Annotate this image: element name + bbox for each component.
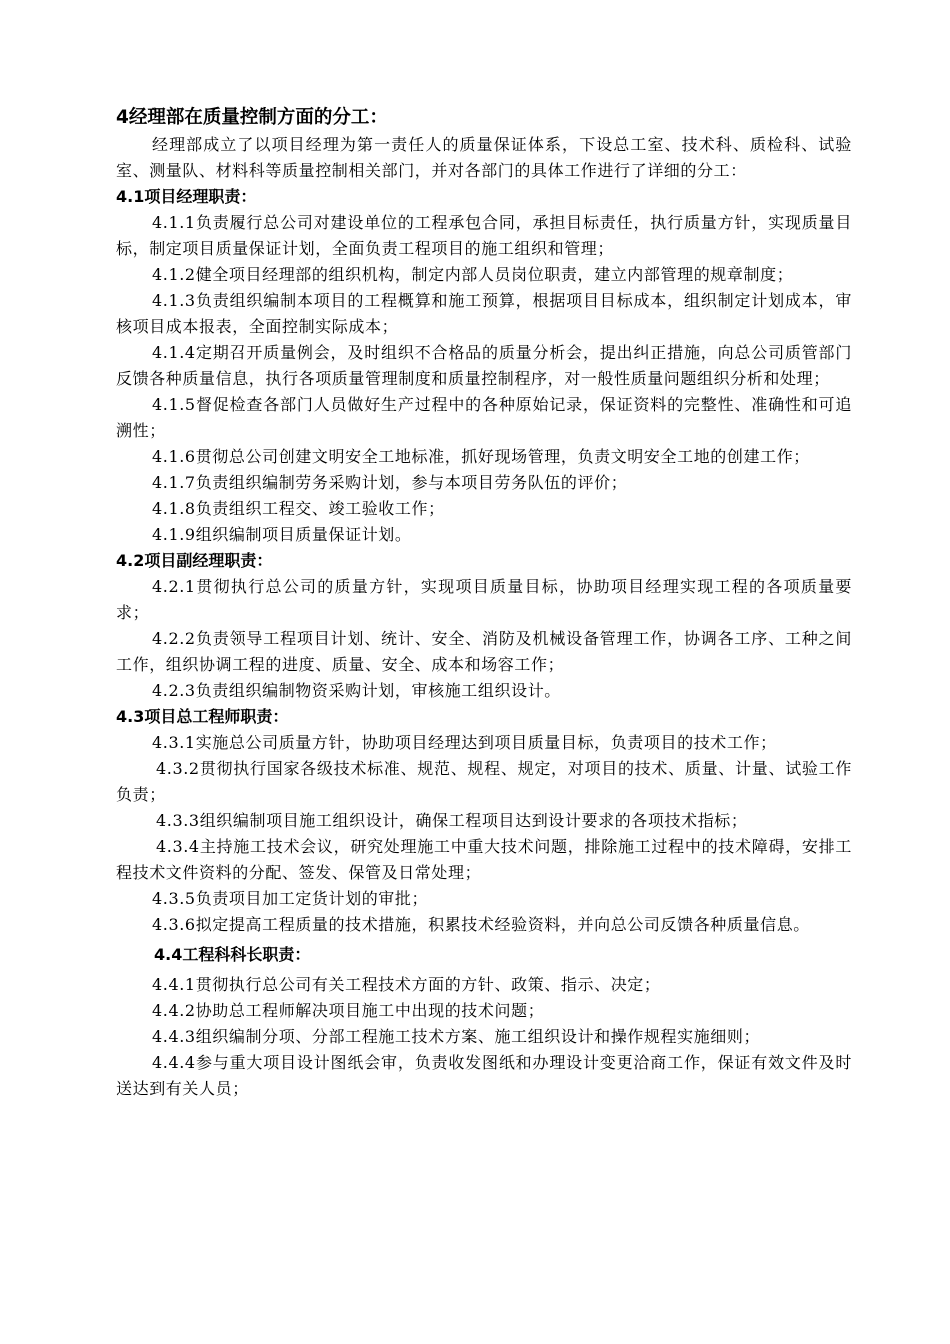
list-item: 4.3.5负责项目加工定货计划的审批； [152, 889, 429, 908]
list-item: 4.1.7负责组织编制劳务采购计划，参与本项目劳务队伍的评价； [152, 473, 628, 492]
list-item: 4.2.1贯彻执行总公司的质量方针，实现项目质量目标，协助项目经理实现工程的各项质量要求； [116, 577, 852, 622]
list-item: 4.1.1负责履行总公司对建设单位的工程承包合同，承担目标责任，执行质量方针，实现质量目标，制定项目质量保证计划，全面负责工程项目的施工组织和管理； [116, 213, 852, 258]
section-heading-4-1: 4.1项目经理职责： [116, 187, 257, 206]
list-item: 4.1.4定期召开质量例会，及时组织不合格品的质量分析会，提出纠正措施，向总公司质管部门反馈各种质量信息，执行各项质量管理制度和质量控制程序，对一般性质量问题组织分析和处理； [116, 343, 852, 388]
list-item: 4.1.8负责组织工程交、竣工验收工作； [152, 499, 445, 518]
list-item: 4.3.6拟定提高工程质量的技术措施，积累技术经验资料，并向总公司反馈各种质量信息。 [152, 915, 810, 934]
intro-paragraph: 经理部成立了以项目经理为第一责任人的质量保证体系，下设总工室、技术科、质检科、试验室、测量队、材料科等质量控制相关部门，并对各部门的具体工作进行了详细的分工： [116, 135, 852, 180]
list-item: 4.2.2负责领导工程项目计划、统计、安全、消防及机械设备管理工作，协调各工序、工种之间工作，组织协调工程的进度、质量、安全、成本和场容工作； [116, 629, 852, 674]
list-item: 4.1.3负责组织编制本项目的工程概算和施工预算，根据项目目标成本，组织制定计划成本，审核项目成本报表，全面控制实际成本； [116, 291, 852, 336]
list-item: 4.2.3负责组织编制物资采购计划，审核施工组织设计。 [152, 681, 561, 700]
list-item: 4.1.9组织编制项目质量保证计划。 [152, 525, 412, 544]
section-heading-4-3: 4.3项目总工程师职责： [116, 707, 289, 726]
list-item: 4.1.6贯彻总公司创建文明安全工地标准，抓好现场管理，负责文明安全工地的创建工作； [152, 447, 810, 466]
list-item: 4.1.2健全项目经理部的组织机构，制定内部人员岗位职责，建立内部管理的规章制度； [152, 265, 794, 284]
list-item: 4.3.1实施总公司质量方针，协助项目经理达到项目质量目标，负责项目的技术工作； [152, 733, 777, 752]
section-heading-4-2: 4.2项目副经理职责： [116, 551, 273, 570]
list-item: 4.4.3组织编制分项、分部工程施工技术方案、施工组织设计和操作规程实施细则； [152, 1027, 761, 1046]
list-item: 4.4.2协助总工程师解决项目施工中出现的技术问题； [152, 1001, 545, 1020]
list-item: 4.3.3组织编制项目施工组织设计，确保工程项目达到设计要求的各项技术指标； [156, 811, 748, 830]
list-item: 4.3.4主持施工技术会议，研究处理施工中重大技术问题，排除施工过程中的技术障碍，安排工程技术文件资料的分配、签发、保管及日常处理； [116, 837, 852, 882]
list-item: 4.4.1贯彻执行总公司有关工程技术方面的方针、政策、指示、决定； [152, 975, 661, 994]
list-item: 4.4.4参与重大项目设计图纸会审，负责收发图纸和办理设计变更洽商工作，保证有效文件及时送达到有关人员； [116, 1053, 852, 1098]
section-heading-4-4: 4.4工程科科长职责： [154, 945, 311, 964]
list-item: 4.1.5督促检查各部门人员做好生产过程中的各种原始记录，保证资料的完整性、准确性和可追溯性； [116, 395, 852, 440]
list-item: 4.3.2贯彻执行国家各级技术标准、规范、规程、规定，对项目的技术、质量、计量、试验工作负责； [116, 759, 852, 804]
document-title: 4经理部在质量控制方面的分工： [116, 107, 388, 128]
